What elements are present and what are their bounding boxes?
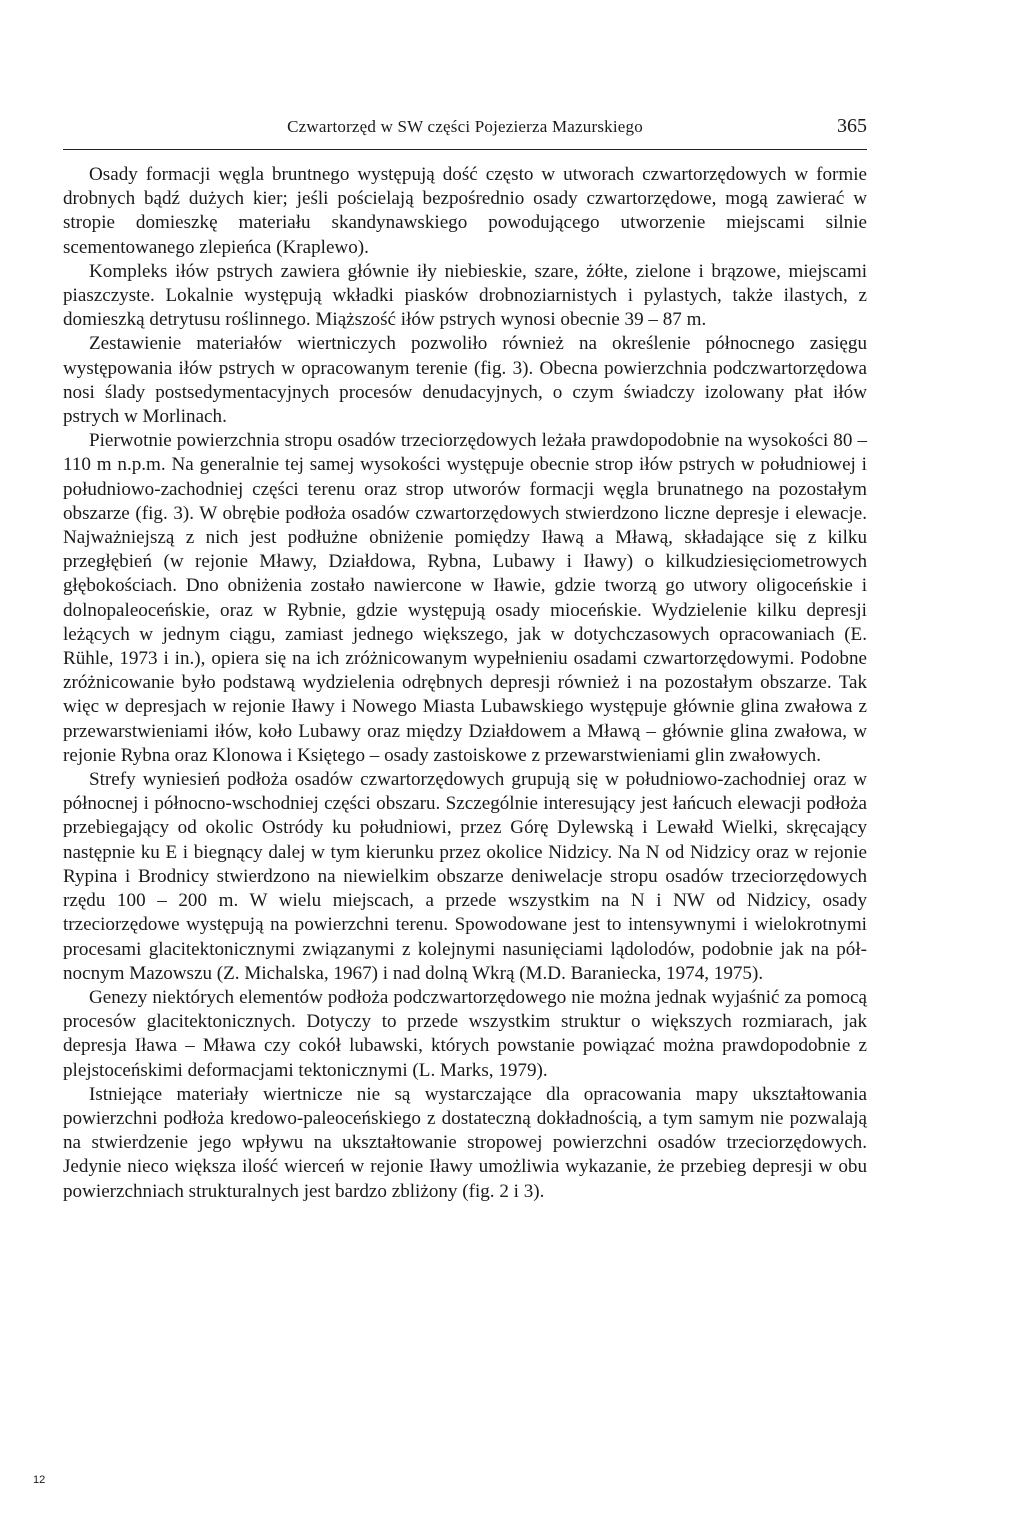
running-header	[63, 117, 867, 150]
paragraph: Strefy wyniesień podłoża osadów czwartorzędowych grupują się w południowo-zachodniej oraz w północnej i północno-wschodniej części obszaru. Szczególnie interesujący jest łańcuch elewacji podłoża przebiegający od okolic Ostródy ku południowi, przez Górę Dylewską i Lewałd Wielki, skręcający następnie ku E i biegnący dalej w tym kierunku przez okolice Nidzicy. Na N od Nidzicy oraz w rejonie Rypina i Brodnicy stwierdzono na niewielkim obszarze deniwelacje stropu osadów trzeciorzędowych rzędu 100 – 200 m. W wielu miejscach, a przede wszystkim na N i NW od Nidzicy, osady trzeciorzędowe występują na powierzchni terenu. Spowodowane jest to intensywnymi i wielokrotnymi procesami glacitektonicznymi związanymi z kolejnymi nasunięciami lądolodów, podobnie jak na północnym Mazowszu (Z. Michalska, 1967) i nad dolną Wkrą (M.D. Baraniecka, 1974, 1975).	[63, 769, 867, 984]
paragraph: Kompleks iłów pstrych zawiera głównie iły niebieskie, szare, żółte, zielone i brązowe, miejscami piaszczyste. Lokalnie występują wkładki piasków drobnoziarnistych i pylastych, także ilastych, z domieszką detrytusu roślinnego. Miąższość iłów pstrych wynosi obecnie 39 – 87 m.	[63, 260, 867, 331]
paragraph: Istniejące materiały wiertnicze nie są wystarczające dla opracowania mapy ukształtowania powierzchni podłoża kredowo-paleoceńskiego z dostateczną dokładnością, a tym samym nie pozwalają na stwierdzenie jego wpływu na ukształtowanie stropowej powierzchni osadów trzeciorzędowych. Jedynie nieco większa ilość wierceń w rejonie Iławy umożliwia wykazanie, że przebieg depresji w obu powierzchniach strukturalnych jest bardzo zbliżony (fig. 2 i 3).	[63, 1083, 867, 1202]
main-text	[63, 163, 867, 1204]
sheet-signature: 12	[33, 1474, 46, 1486]
page-number: 365	[837, 115, 867, 137]
paragraph: Osady formacji węgla bruntnego występują dość często w utworach czwartorzędowych w formie drobnych bądź dużych kier; jeśli pościelają bezpośrednio osady czwartorzędowe, mogą zawierać w stropie domieszkę materiału skandynawskiego powodującego utworzenie miejscami silnie scementowanego zlepieńca (Kraplewo).	[63, 164, 867, 258]
paragraph: Pierwotnie powierzchnia stropu osadów trzeciorzędowych leżała prawdopodobnie na wysokości 80 – 110 m n.p.m. Na generalnie tej samej wysokości występuje obecnie strop iłów pstrych w południowej i południowo-zachodniej części terenu oraz strop utworów formacji węgla brunatnego na pozostałym obszarze (fig. 3). W obrębie podłoża osadów czwartorzędowych stwierdzono liczne depresje i elewacje. Najważniejszą z nich jest podłużne obniżenie pomiędzy Iławą a Mławą, składające się z kilku przegłębień (w rejonie Mławy, Działdowa, Rybna, Lubawy i Iławy) o kilkudziesięciometrowych głębokościach. Dno obniżenia zostało nawiercone w Iławie, gdzie tworzą go utwory oligoceńskie i dolnopaleoceńskie, oraz w Rybnie, gdzie występują osady mioceńskie. Wydzielenie kilku depresji leżących w jednym ciągu, zamiast jednego większego, jak w dotychczasowych opracowaniach (E. Rühle, 1973 i in.), opiera się na ich zróżnicowanym wypełnieniu osadami czwartorzędowymi. Podobne zróżnicowanie było podstawą wydzielenia odrębnych depresji również i na pozostałym obszarze. Tak więc w depresjach w rejonie Iławy i Nowego Miasta Lubawskiego występuje głównie glina zwałowa z przewarstwieniami iłów, koło Lubawy oraz między Działdowem a Mławą – głównie glina zwałowa, w rejonie Rybna oraz Klonowa i Księtego – osady zastoiskowe z przewarstwieniami glin zwałowych.	[63, 430, 867, 766]
running-title: Czwartorzęd w SW części Pojezierza Mazurskiego	[287, 117, 643, 136]
paragraph: Genezy niektórych elementów podłoża podczwartorzędowego nie można jednak wyjaśnić za pomocą procesów glacitektonicznych. Dotyczy to przede wszystkim struktur o większych rozmiarach, jak depresja Iława – Mława czy cokół lubawski, których powstanie powiązać można prawdopodobnie z plejstoceńskimi deformacjami tektonicznymi (L. Marks, 1979).	[63, 986, 867, 1081]
paragraph: Zestawienie materiałów wiertniczych pozwoliło również na określenie północnego zasięgu występowania iłów pstrych w opracowanym terenie (fig. 3). Obecna powierzchnia podczwartorzędowa nosi ślady postsedymentacyjnych procesów denudacyjnych, o czym świadczy izolowany płat iłów pstrych w Morlinach.	[63, 333, 867, 428]
